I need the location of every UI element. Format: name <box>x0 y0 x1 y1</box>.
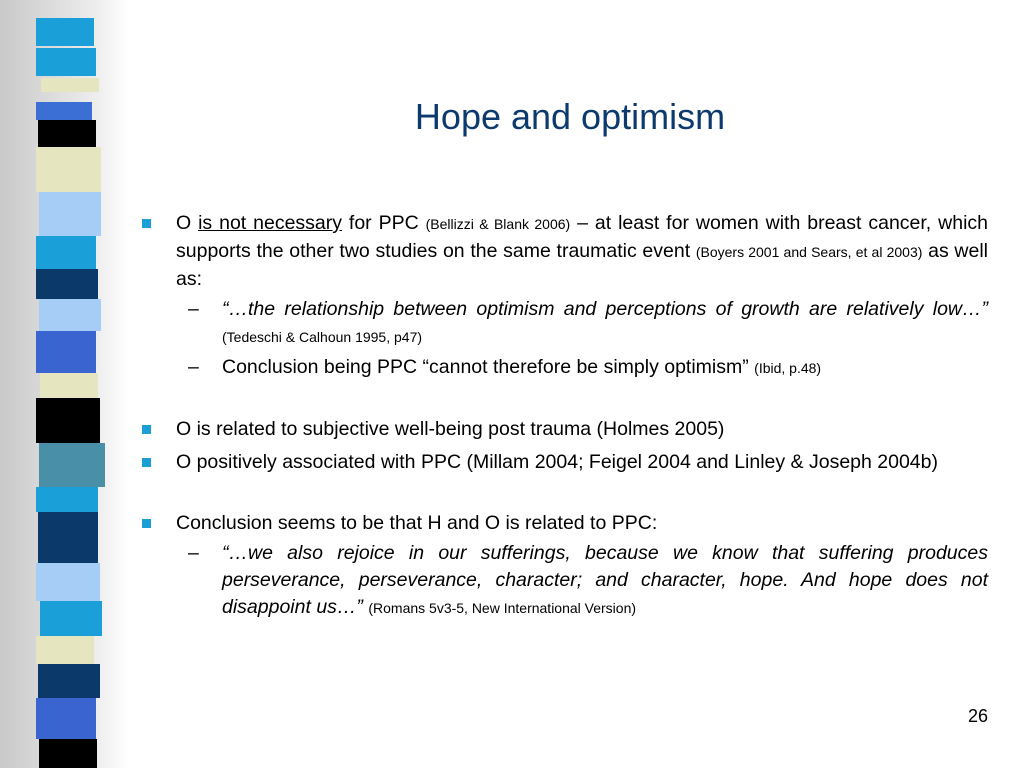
stripe-block <box>36 102 92 120</box>
stripe-block <box>39 443 105 487</box>
underlined-phrase: is not necessary <box>198 212 342 234</box>
stripe-block <box>38 120 96 147</box>
dash-bullet: – <box>188 298 199 320</box>
stripe-block <box>39 192 101 236</box>
sub-bullet-tedeschi-quote <box>142 296 988 351</box>
citation: (Tedeschi & Calhoun 1995, p47) <box>222 329 423 345</box>
stripe-block <box>39 299 101 331</box>
quote-text: “…we also rejoice in our sufferings, because we know that suffering produces perseverance, perseverance, character; and character, hope. And hope does not disappoint us…” <box>222 542 988 618</box>
stripe-block <box>38 512 98 563</box>
stripe-block <box>36 563 100 601</box>
stripe-block <box>36 331 96 373</box>
bullet-optimism-not-necessary: O is not necessary for PPC (Bellizzi & Blank 2006) – at least for women with breast cancer, which supports the other two studies on the same traumatic event (Boyers 2001 and Sears, et al 2003) as well as: <box>142 210 988 293</box>
stripe-block <box>36 698 96 739</box>
stripe-block <box>36 636 94 664</box>
bullet-subjective-wellbeing: O is related to subjective well-being post trauma (Holmes 2005) <box>142 416 988 443</box>
decorative-color-stripe <box>0 0 130 768</box>
page-number: 26 <box>967 706 988 726</box>
square-bullet-icon <box>142 519 151 528</box>
quote-text: “…the relationship between optimism and perceptions of growth are relatively low…” <box>222 298 988 320</box>
stripe-block <box>36 487 98 512</box>
slide-body <box>142 210 988 622</box>
stripe-block <box>36 147 101 192</box>
stripe-block <box>36 18 94 46</box>
dash-bullet: – <box>188 542 199 564</box>
stripe-block <box>41 78 99 92</box>
citation: (Boyers 2001 and Sears, et al 2003) <box>695 244 923 260</box>
citation: (Ibid, p.48) <box>754 360 822 376</box>
square-bullet-icon <box>142 219 151 228</box>
stripe-block <box>36 48 96 76</box>
bullet-conclusion-h-and-o: Conclusion seems to be that H and O is related to PPC: <box>142 510 988 537</box>
stripe-block <box>36 269 98 299</box>
stripe-block <box>39 739 97 768</box>
citation: (Romans 5v3-5, New International Version) <box>368 600 637 616</box>
stripe-block <box>36 236 96 269</box>
square-bullet-icon <box>142 425 151 434</box>
stripe-block <box>40 373 98 398</box>
slide-title: Hope and optimism <box>414 96 726 137</box>
stripe-block <box>40 601 102 636</box>
bullet-positively-associated: O positively associated with PPC (Millam 2004; Feigel 2004 and Linley & Joseph 2004b) <box>142 449 988 476</box>
sub-bullet-conclusion: – Conclusion being PPC “cannot therefore be simply optimism” (Ibid, p.48) <box>142 354 988 382</box>
dash-bullet: – <box>188 356 199 378</box>
stripe-block <box>36 398 100 443</box>
sub-bullet-romans-quote <box>142 540 988 622</box>
square-bullet-icon <box>142 458 151 467</box>
stripe-block <box>38 664 100 698</box>
citation: (Bellizzi & Blank 2006) <box>425 216 571 232</box>
